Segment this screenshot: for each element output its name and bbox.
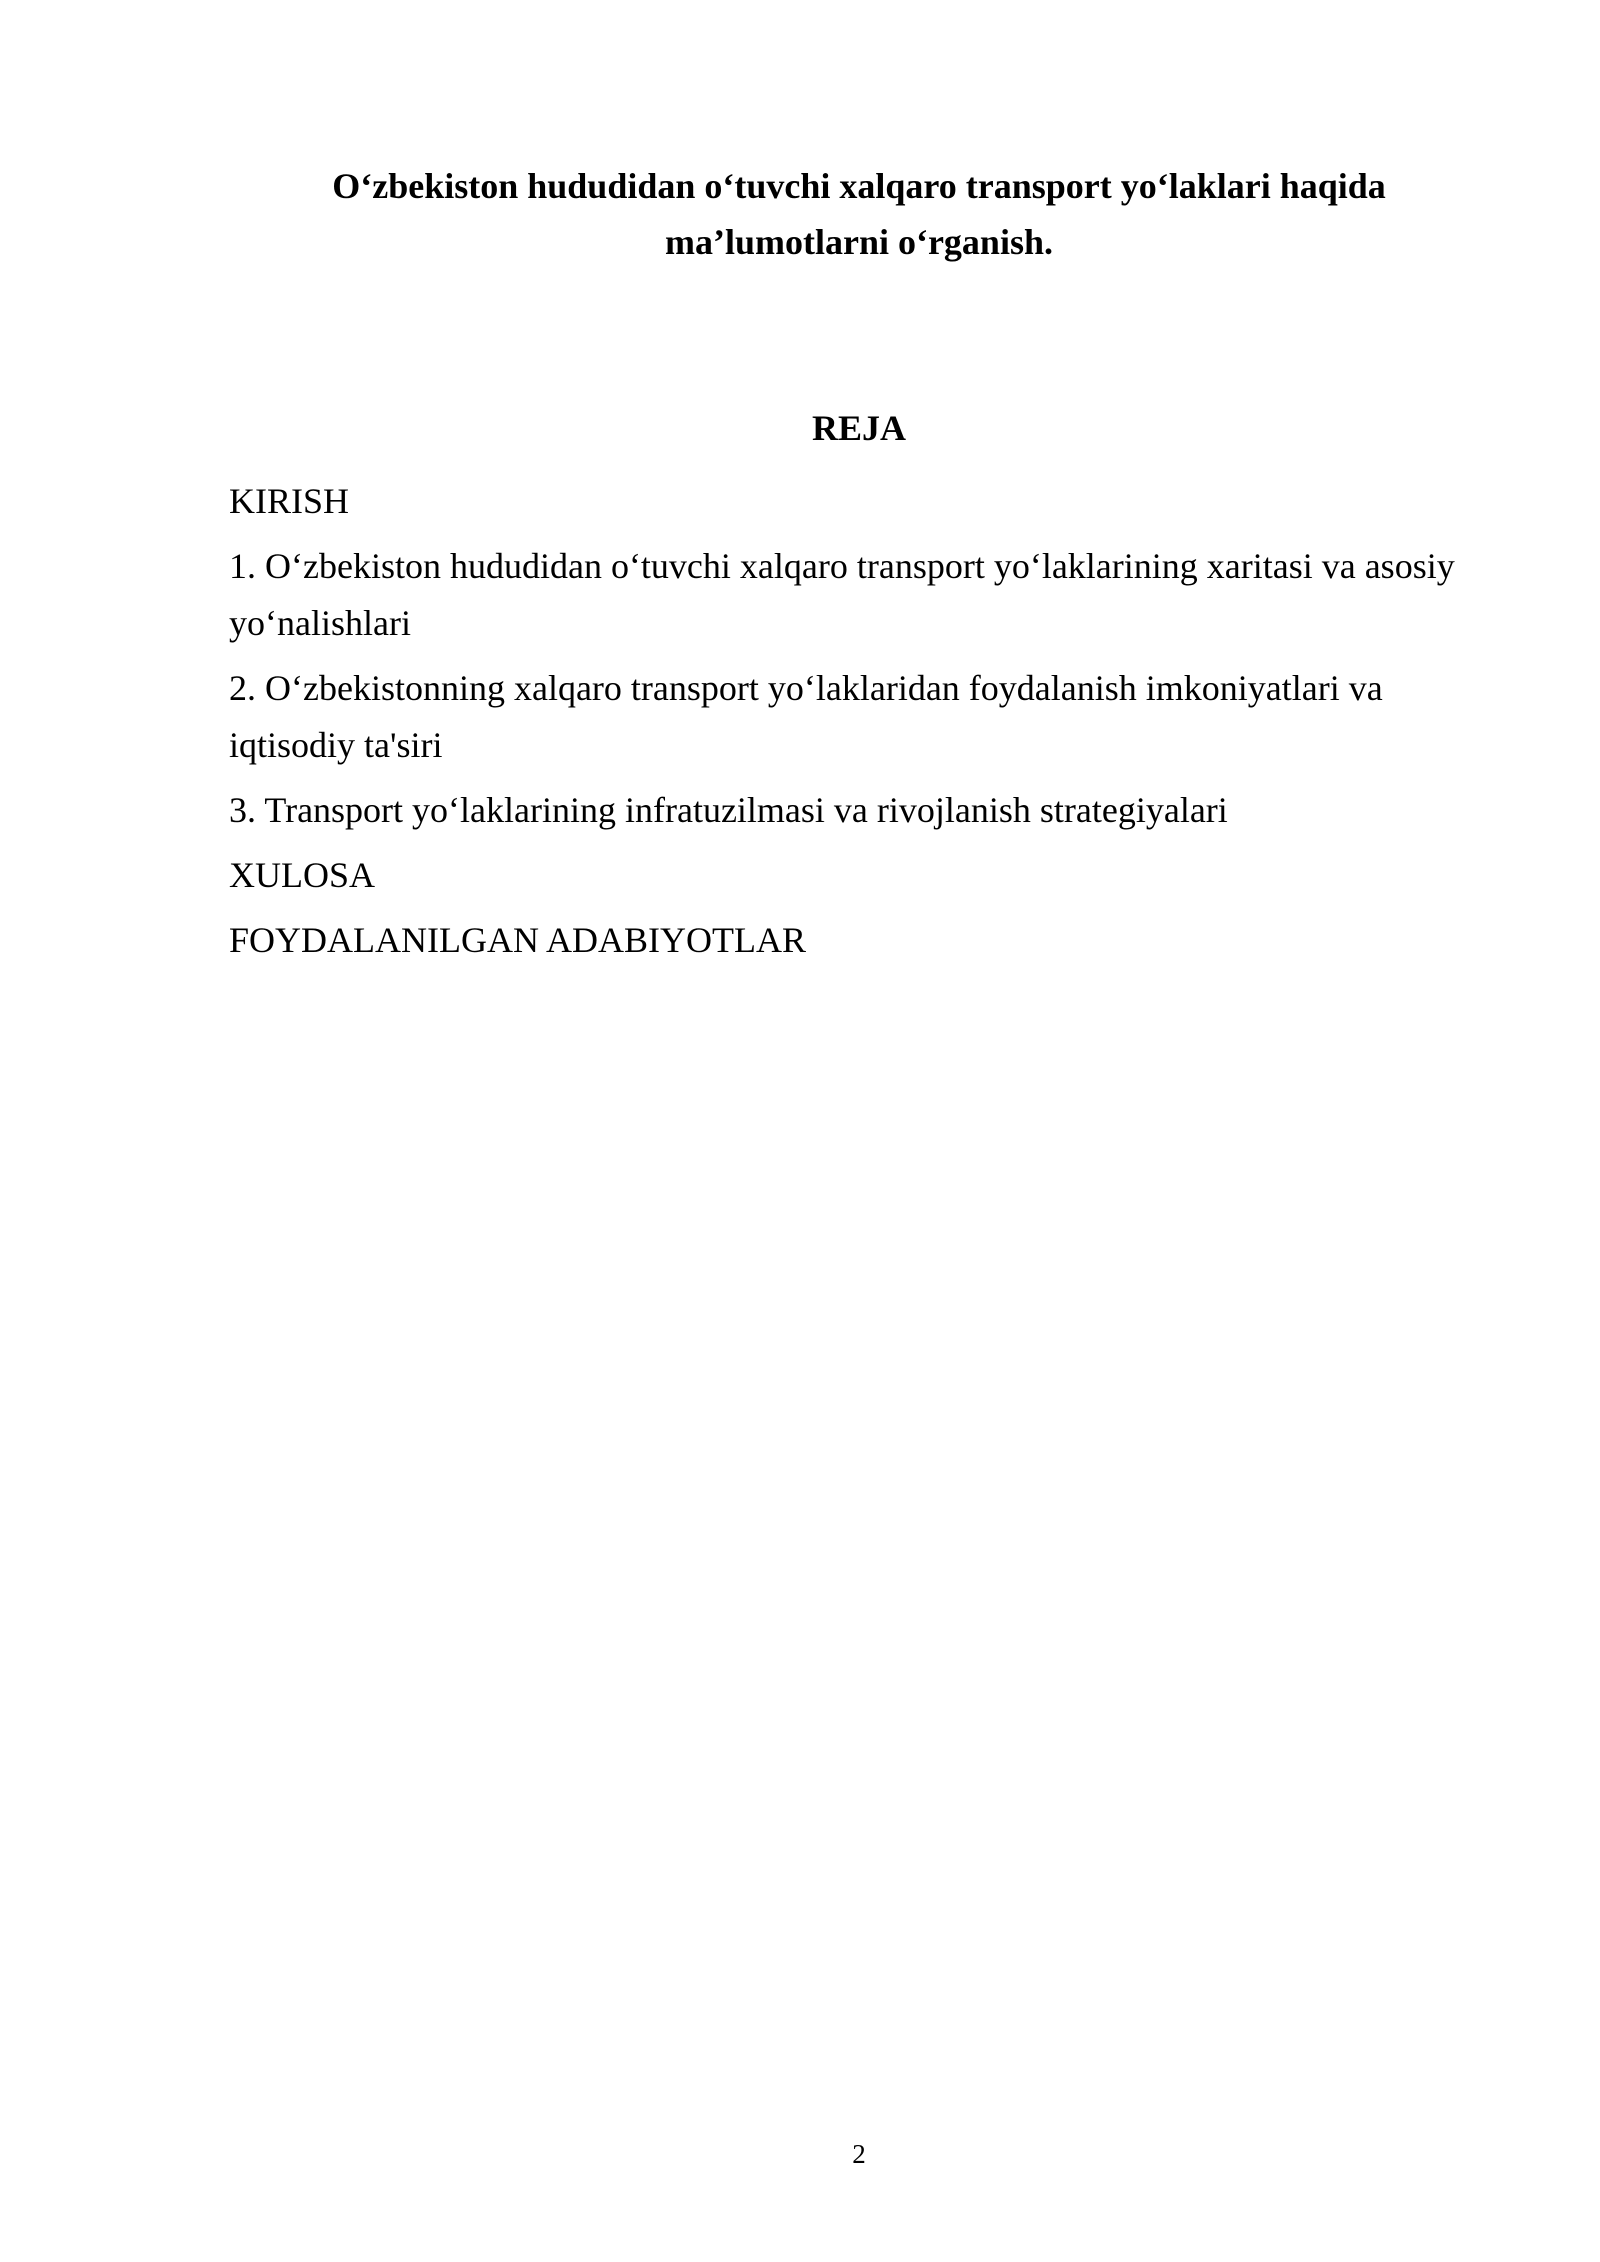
toc-item-intro: KIRISH — [229, 481, 350, 521]
toc-item-section-1: 1. O‘zbekiston hududidan o‘tuvchi xalqaro transport yo‘laklarining xaritasi va asosiy yo‘nalishlari — [229, 546, 1455, 643]
toc-item-section-2: 2. O‘zbekistonning xalqaro transport yo‘laklaridan foydalanish imkoniyatlari va iqtisodiy ta'siri — [229, 668, 1383, 765]
page-number: 2 — [852, 2139, 866, 2169]
toc-item-conclusion: XULOSA — [229, 855, 376, 895]
toc-item-section-3: 3. Transport yo‘laklarining infratuzilmasi va rivojlanish strategiyalari — [229, 790, 1228, 830]
document-title: O‘zbekiston hududidan o‘tuvchi xalqaro transport yo‘laklari haqida ma’lumotlarni o‘rganish. — [332, 166, 1386, 262]
toc-item-references: FOYDALANILGAN ADABIYOTLAR — [229, 920, 806, 960]
plan-heading: REJA — [811, 408, 906, 448]
table-of-contents — [229, 473, 1489, 977]
